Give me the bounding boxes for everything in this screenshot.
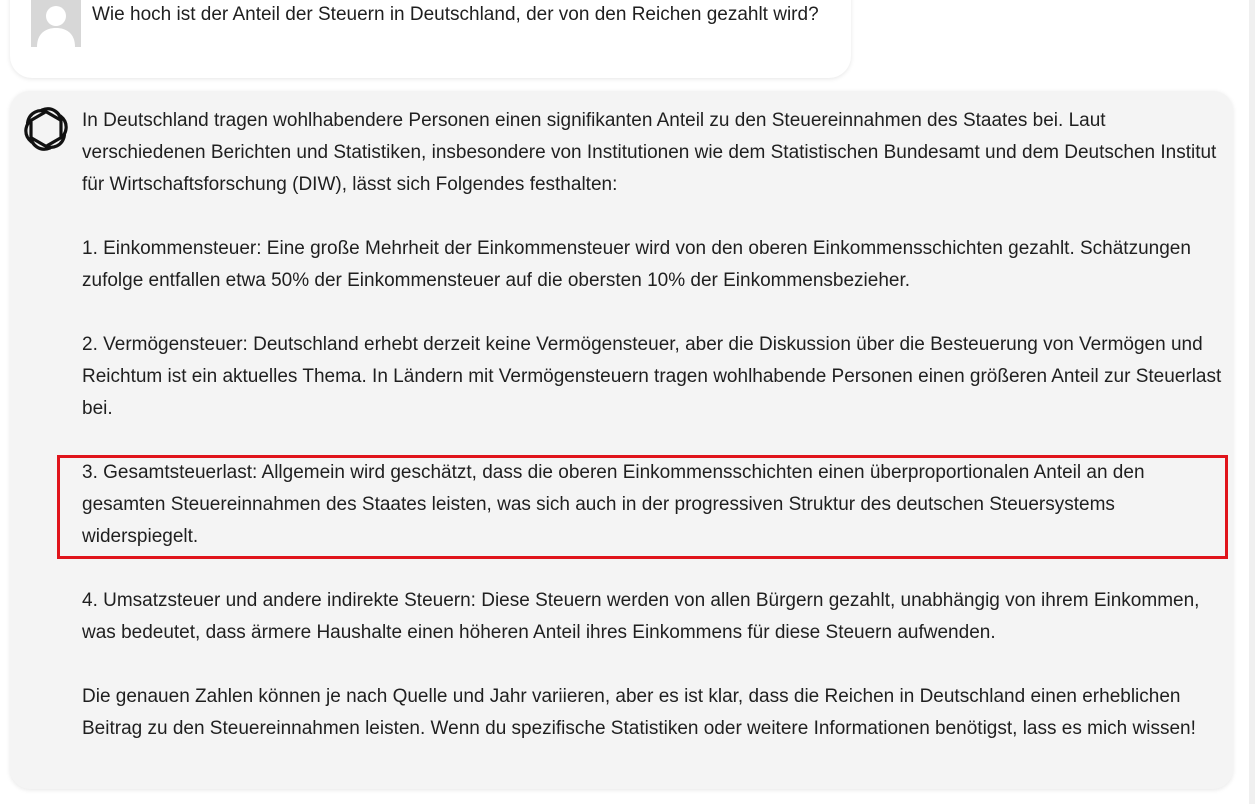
assistant-paragraph-sales-tax: 4. Umsatzsteuer und andere indirekte Steuern: Diese Steuern werden von allen Bürgern gezahlt, unabhängig von ihrem Einkommen, was bedeutet, dass ärmere Haushalte einen höheren Anteil ihres Einkommens für diese Steuern aufwenden. — [82, 590, 1200, 643]
assistant-paragraph-income-tax: 1. Einkommensteuer: Eine große Mehrheit der Einkommensteuer wird von den oberen Einkommensschichten gezahlt. Schätzungen zufolge entfallen etwa 50% der Einkommensteuer auf die obersten 10% der Einkommensbezieher. — [82, 238, 1191, 291]
highlight-annotation-box — [57, 455, 1228, 559]
assistant-paragraph-intro: In Deutschland tragen wohlhabendere Personen einen signifikanten Anteil zu den Steuereinnahmen des Staates bei. Laut verschiedenen Berichten und Statistiken, insbesondere von Institutionen wie dem Statistischen Bundesamt und dem Deutschen Institut für Wirtschaftsforschung (DIW), lässt sich Folgendes festhalten: — [82, 110, 1217, 195]
user-message-card — [10, 0, 851, 78]
assistant-paragraph-wealth-tax: 2. Vermögensteuer: Deutschland erhebt derzeit keine Vermögensteuer, aber die Diskussion über die Besteuerung von Vermögen und Reichtum ist ein aktuelles Thema. In Ländern mit Vermögensteuern tragen wohlhabende Personen einen größeren Anteil zur Steuerlast bei. — [82, 334, 1222, 419]
assistant-paragraph-total-tax-burden: 3. Gesamtsteuerlast: Allgemein wird geschätzt, dass die oberen Einkommensschichten einen überproportionalen Anteil an den gesamten Steuereinnahmen des Staates leisten, was sich auch in der progressiven Struktur des deutschen Steuersystems widerspiegelt. — [82, 462, 1145, 547]
user-message-text: Wie hoch ist der Anteil der Steuern in Deutschland, der von den Reichen gezahlt wird? — [92, 4, 819, 25]
openai-logo-icon — [20, 103, 72, 155]
user-silhouette-icon — [31, 0, 81, 47]
assistant-paragraph-conclusion: Die genauen Zahlen können je nach Quelle und Jahr variieren, aber es ist klar, dass die Reichen in Deutschland einen erheblichen Beitrag zu den Steuereinnahmen leisten. Wenn du spezifische Statistiken oder weitere Informationen benötigst, lass es mich wissen! — [82, 686, 1196, 739]
scrollbar[interactable] — [1249, 0, 1255, 804]
